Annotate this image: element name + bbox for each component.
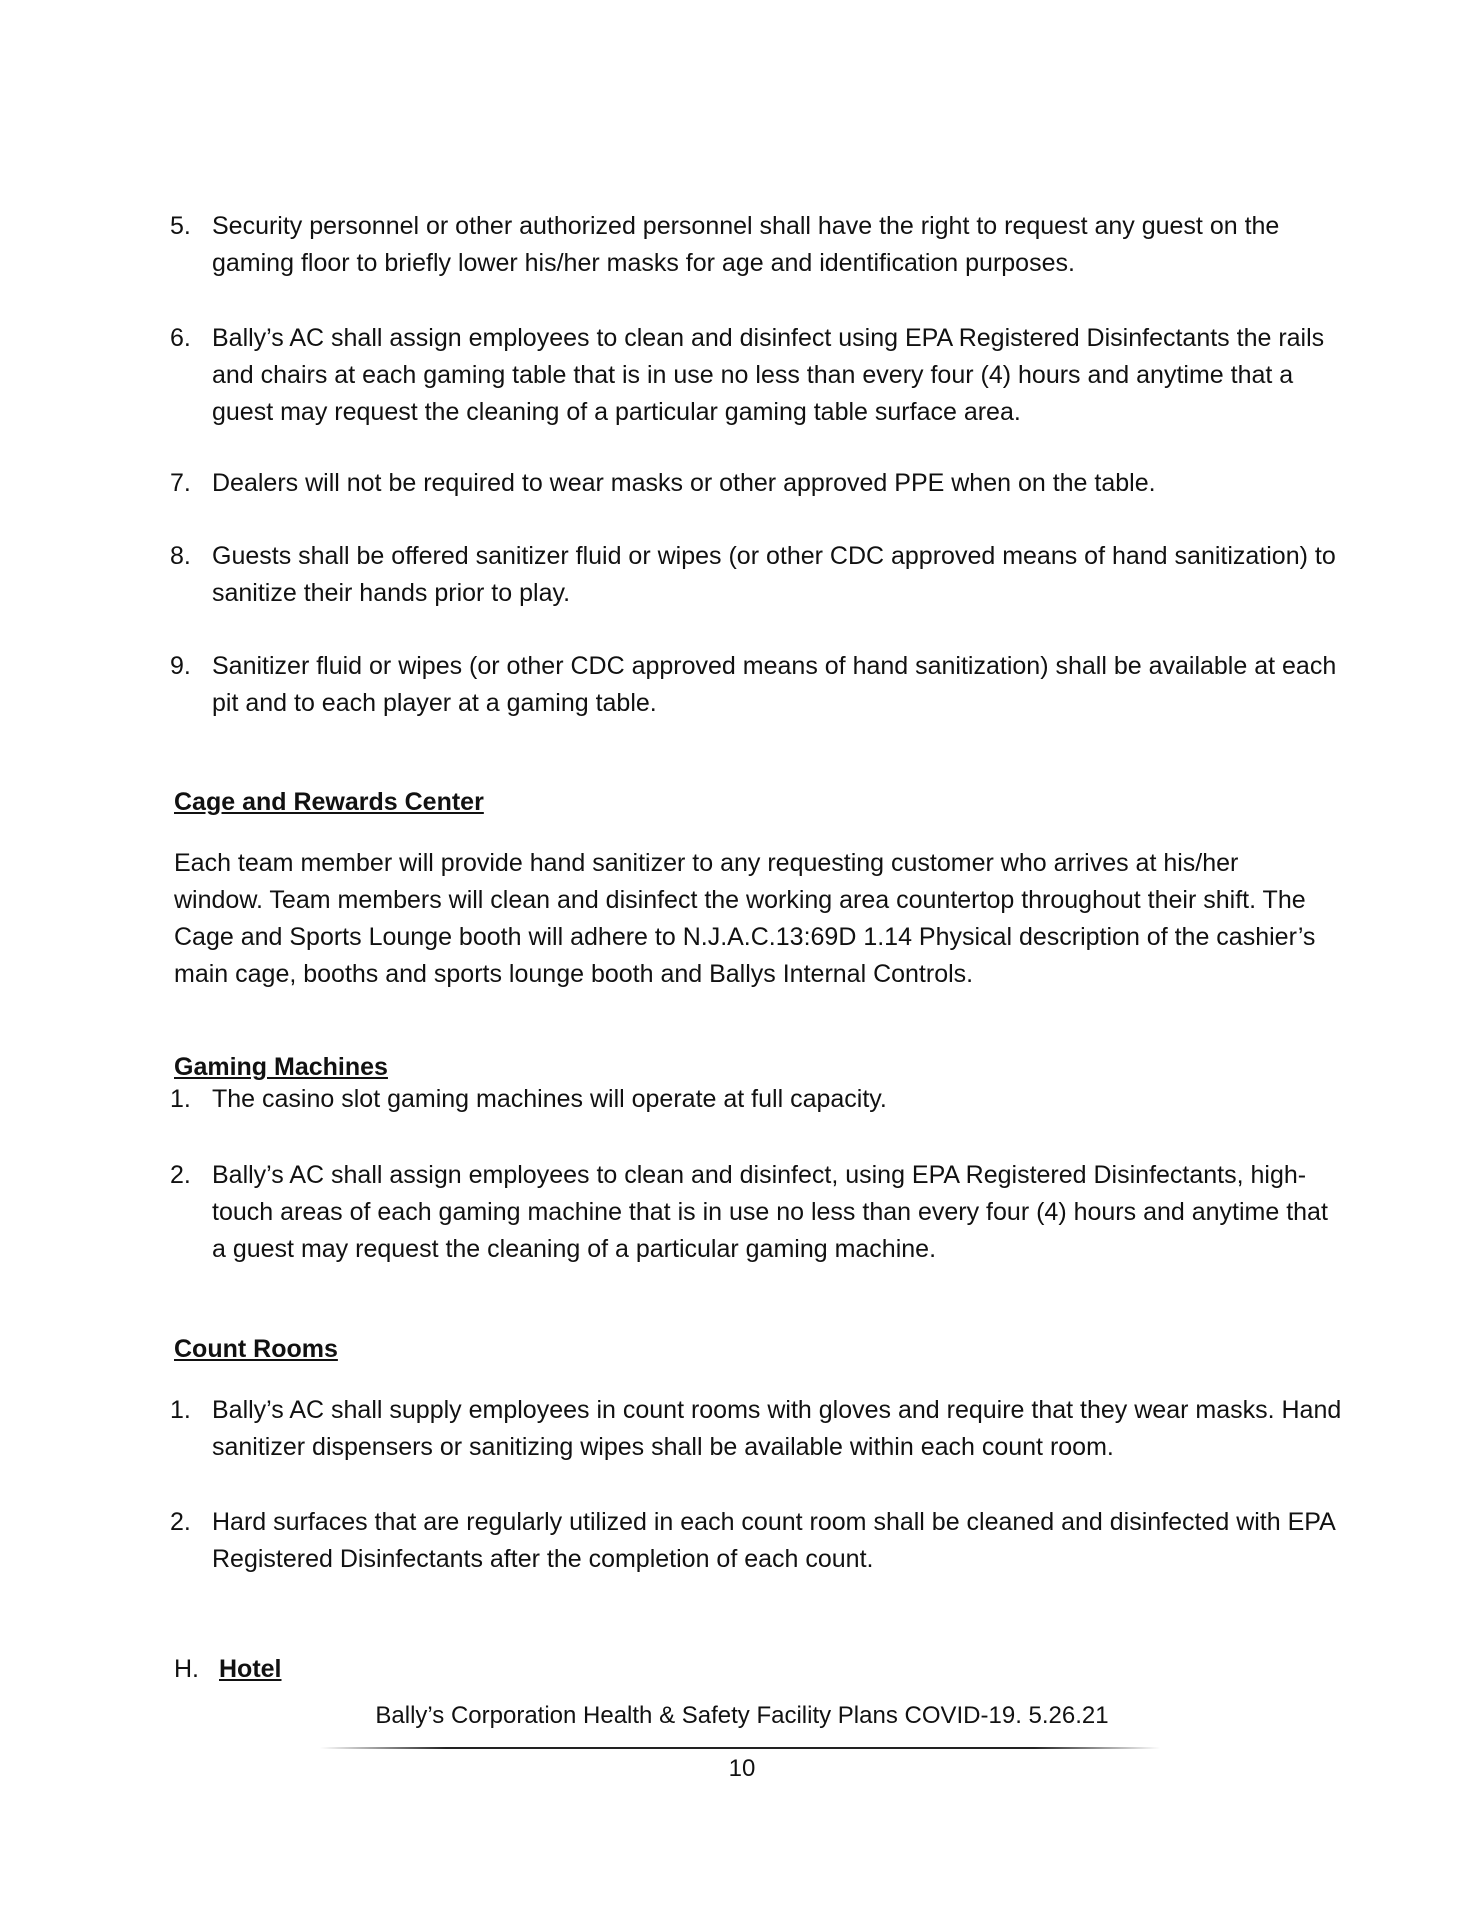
list-item — [170, 1392, 1342, 1466]
footer-divider — [320, 1747, 1160, 1749]
hotel-letter: H. — [174, 1655, 199, 1683]
list-number: 8. — [170, 542, 191, 570]
list-number: 2. — [170, 1508, 191, 1536]
list-text: Bally’s AC shall supply employees in count rooms with gloves and require that they wear masks. Hand sanitizer dispensers or sanitizing wipes shall be available within each count room. — [212, 1396, 1342, 1461]
list-text: Hard surfaces that are regularly utilized in each count room shall be cleaned and disinfected with EPA Registered Disinfectants after the completion of each count. — [212, 1508, 1335, 1573]
list-item — [170, 1081, 1342, 1118]
list-text: Bally’s AC shall assign employees to clean and disinfect using EPA Registered Disinfectants the rails and chairs at each gaming table that is in use no less than every four (4) hours and anytime that a guest may request the cleaning of a particular gaming table surface area. — [212, 324, 1325, 426]
list-number: 1. — [170, 1085, 191, 1113]
section-heading-count-rooms: Count Rooms — [174, 1335, 338, 1363]
list-text: Dealers will not be required to wear masks or other approved PPE when on the table. — [212, 469, 1156, 497]
list-item — [170, 465, 1342, 502]
list-item — [170, 320, 1342, 431]
list-number: 2. — [170, 1161, 191, 1189]
section-heading-hotel — [174, 1651, 282, 1688]
list-item — [170, 648, 1342, 722]
section-heading-cage: Cage and Rewards Center — [174, 788, 484, 816]
list-text: Bally’s AC shall assign employees to clean and disinfect, using EPA Registered Disinfectants, high-touch areas of each gaming machine that is in use no less than every four (4) hours and anytime that a guest may request the cleaning of a particular gaming machine. — [212, 1161, 1328, 1263]
list-item — [170, 538, 1342, 612]
footer-text: Bally’s Corporation Health & Safety Facility Plans COVID-19. 5.26.21 — [375, 1702, 1109, 1729]
list-item — [170, 208, 1342, 282]
cage-paragraph: Each team member will provide hand sanitizer to any requesting customer who arrives at his/her window. Team members will clean and disinfect the working area countertop throughout their shift. The Cage and Sports Lounge booth will adhere to N.J.A.C.13:69D 1.14 Physical description of the cashier’s main cage, booths and sports lounge booth and Ballys Internal Controls. — [174, 849, 1316, 988]
hotel-label: Hotel — [219, 1655, 282, 1683]
list-number: 7. — [170, 469, 191, 497]
list-number: 9. — [170, 652, 191, 680]
list-item — [170, 1504, 1342, 1578]
list-text: Guests shall be offered sanitizer fluid or wipes (or other CDC approved means of hand sanitization) to sanitize their hands prior to play. — [212, 542, 1336, 607]
list-item — [170, 1157, 1342, 1268]
list-text: The casino slot gaming machines will operate at full capacity. — [212, 1085, 887, 1113]
section-heading-gaming-machines: Gaming Machines — [174, 1053, 388, 1081]
page-number: 10 — [728, 1755, 756, 1782]
list-text: Security personnel or other authorized personnel shall have the right to request any guest on the gaming floor to briefly lower his/her masks for age and identification purposes. — [212, 212, 1280, 277]
list-number: 1. — [170, 1396, 191, 1424]
list-number: 6. — [170, 324, 191, 352]
list-number: 5. — [170, 212, 191, 240]
list-text: Sanitizer fluid or wipes (or other CDC approved means of hand sanitization) shall be available at each pit and to each player at a gaming table. — [212, 652, 1337, 717]
